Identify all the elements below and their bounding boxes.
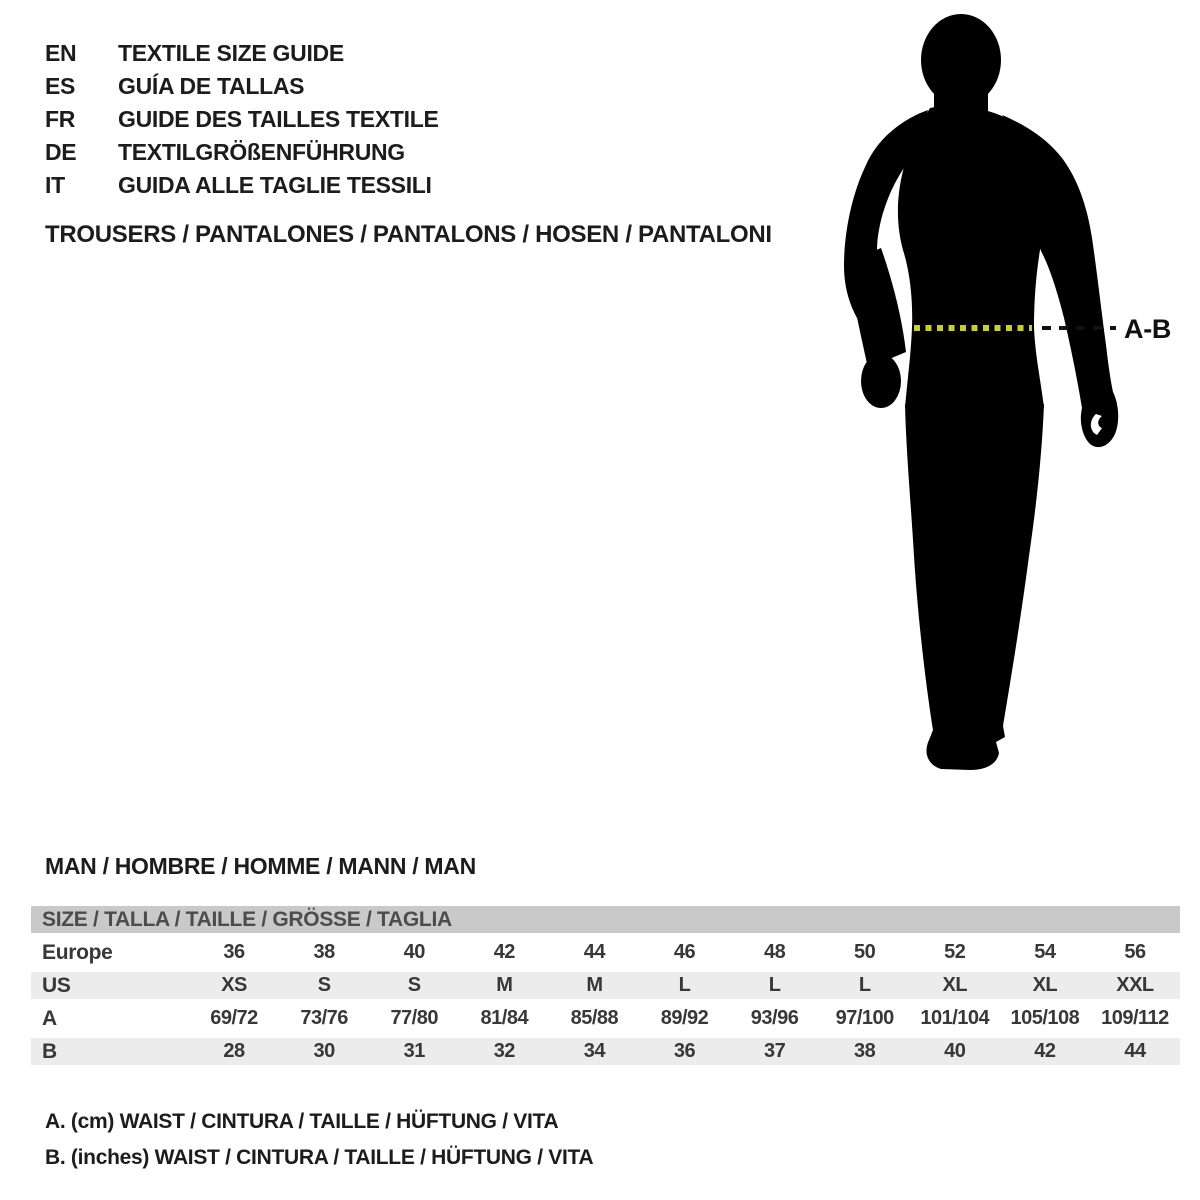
- size-cell: 93/96: [750, 1007, 799, 1029]
- size-cell: 101/104: [920, 1007, 990, 1029]
- table-row-us: [31, 972, 1180, 999]
- size-cell: 37: [763, 1040, 786, 1062]
- size-cell: 44: [1124, 1040, 1146, 1062]
- size-cell: 105/108: [1010, 1007, 1080, 1029]
- table-row-a-cm: [31, 1005, 1180, 1032]
- size-cell: 38: [854, 1040, 876, 1062]
- language-row: [45, 37, 439, 70]
- row-label: A: [42, 1007, 57, 1030]
- size-cell: 73/76: [300, 1007, 348, 1029]
- size-cell: XL: [942, 974, 968, 996]
- size-cell: L: [678, 974, 691, 996]
- size-cell: 89/92: [660, 1007, 709, 1029]
- row-label: US: [42, 974, 71, 997]
- language-code: DE: [45, 139, 77, 165]
- size-cell: 109/112: [1101, 1007, 1169, 1029]
- size-cell: 40: [403, 941, 425, 963]
- language-row: [45, 136, 439, 169]
- language-title-block: [45, 37, 439, 202]
- row-label: B: [42, 1040, 57, 1063]
- footnote-b: B. (inches) WAIST / CINTURA / TAILLE / HÜFTUNG / VITA: [45, 1146, 594, 1169]
- size-cell: 40: [944, 1040, 966, 1062]
- size-cell: 46: [673, 941, 696, 963]
- footnote-a: A. (cm) WAIST / CINTURA / TAILLE / HÜFTUNG / VITA: [45, 1110, 559, 1133]
- man-silhouette-svg: [840, 0, 1200, 800]
- size-cell: S: [407, 974, 421, 996]
- size-cell: 52: [944, 941, 966, 963]
- size-cell: 42: [1034, 1040, 1056, 1062]
- size-cell: 44: [583, 941, 606, 963]
- size-cell: 31: [403, 1040, 425, 1062]
- size-cell: 56: [1124, 941, 1146, 963]
- size-cell: 32: [493, 1040, 515, 1062]
- size-cell: 81/84: [480, 1007, 529, 1029]
- language-code: ES: [45, 73, 76, 99]
- man-silhouette-figure: [840, 0, 1200, 800]
- size-cell: 48: [763, 941, 786, 963]
- language-row: [45, 70, 439, 103]
- language-code: IT: [45, 172, 65, 198]
- size-cell: 36: [223, 941, 245, 963]
- size-table: [31, 906, 1180, 1071]
- size-cell: L: [768, 974, 781, 996]
- language-title: TEXTILGRÖßENFÜHRUNG: [118, 139, 405, 165]
- size-cell: M: [586, 974, 603, 996]
- silhouette-legs: [905, 404, 1044, 770]
- size-cell: 34: [583, 1040, 606, 1062]
- size-cell: L: [858, 974, 871, 996]
- silhouette-left-fist: [861, 354, 901, 408]
- size-cell: 42: [493, 941, 515, 963]
- waist-measure-label: A-B: [1124, 314, 1172, 344]
- row-label: Europe: [42, 941, 113, 964]
- size-cell: 30: [313, 1040, 335, 1062]
- size-cell: 50: [854, 941, 876, 963]
- size-cell: 38: [313, 941, 335, 963]
- size-table-header: SIZE / TALLA / TAILLE / GRÖSSE / TAGLIA: [31, 906, 1180, 933]
- size-cell: S: [317, 974, 331, 996]
- language-code: FR: [45, 106, 76, 132]
- size-cell: 85/88: [570, 1007, 619, 1029]
- silhouette-group: [844, 14, 1118, 770]
- size-cell: 54: [1034, 941, 1056, 963]
- language-title: GUÍA DE TALLAS: [118, 73, 305, 99]
- footnotes: [45, 1104, 593, 1176]
- language-title: GUIDA ALLE TAGLIE TESSILI: [118, 172, 432, 198]
- size-cell: 28: [223, 1040, 245, 1062]
- language-row: [45, 103, 439, 136]
- size-cell: 97/100: [835, 1007, 894, 1029]
- size-cell: M: [496, 974, 513, 996]
- size-cell: XL: [1032, 974, 1058, 996]
- size-cell: XS: [221, 974, 247, 996]
- size-cell: 77/80: [390, 1007, 438, 1029]
- language-title: TEXTILE SIZE GUIDE: [118, 40, 344, 66]
- silhouette-left-forearm: [847, 248, 906, 368]
- category-title: TROUSERS / PANTALONES / PANTALONS / HOSEN / PANTALONI: [45, 221, 772, 248]
- language-row: [45, 169, 439, 202]
- table-row-b-inches: [31, 1038, 1180, 1065]
- size-cell: XXL: [1116, 974, 1154, 996]
- size-cell: 69/72: [210, 1007, 258, 1029]
- table-row-europe: [31, 939, 1180, 966]
- language-title: GUIDE DES TAILLES TEXTILE: [118, 106, 439, 132]
- gender-title: MAN / HOMBRE / HOMME / MANN / MAN: [45, 853, 476, 879]
- language-code: EN: [45, 40, 77, 66]
- size-cell: 36: [673, 1040, 696, 1062]
